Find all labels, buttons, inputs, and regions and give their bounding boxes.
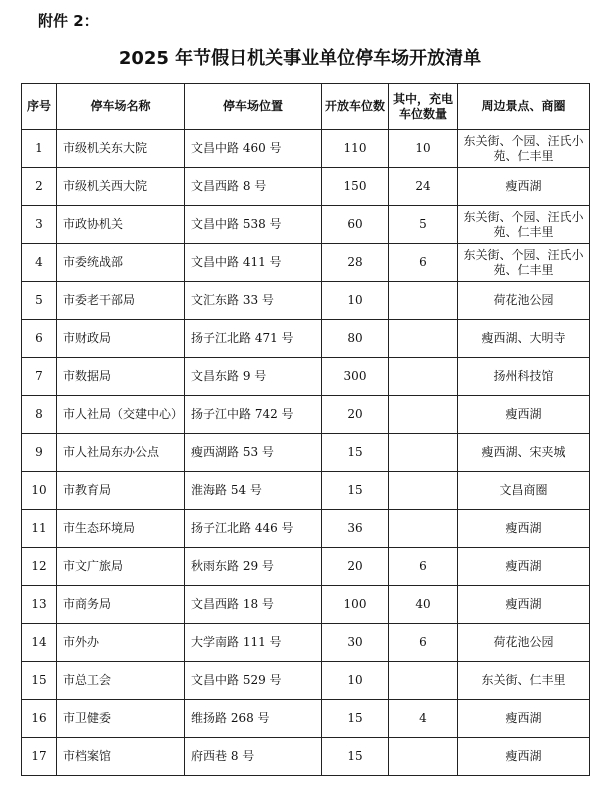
cell-no: 13 [22, 586, 57, 624]
cell-ev-spaces: 40 [389, 586, 458, 624]
table-row [22, 472, 590, 510]
cell-nearby: 扬州科技馆 [458, 358, 590, 396]
cell-no: 14 [22, 624, 57, 662]
header-location: 停车场位置 [185, 84, 322, 130]
cell-location: 扬子江中路 742 号 [185, 396, 322, 434]
cell-ev-spaces [389, 282, 458, 320]
cell-open-spaces: 15 [322, 472, 389, 510]
cell-nearby: 瘦西湖 [458, 510, 590, 548]
cell-open-spaces: 300 [322, 358, 389, 396]
cell-location: 文昌西路 18 号 [185, 586, 322, 624]
table-row [22, 130, 590, 168]
cell-nearby: 瘦西湖 [458, 700, 590, 738]
cell-no: 1 [22, 130, 57, 168]
parking-table [21, 83, 590, 776]
cell-open-spaces: 28 [322, 244, 389, 282]
cell-location: 府西巷 8 号 [185, 738, 322, 776]
cell-name: 市商务局 [57, 586, 185, 624]
cell-open-spaces: 150 [322, 168, 389, 206]
cell-ev-spaces: 4 [389, 700, 458, 738]
cell-ev-spaces: 10 [389, 130, 458, 168]
cell-ev-spaces [389, 662, 458, 700]
table-row [22, 510, 590, 548]
cell-location: 文汇东路 33 号 [185, 282, 322, 320]
table-body [22, 130, 590, 776]
cell-ev-spaces: 24 [389, 168, 458, 206]
cell-name: 市卫健委 [57, 700, 185, 738]
header-open-spaces: 开放车位数 [322, 84, 389, 130]
header-name: 停车场名称 [57, 84, 185, 130]
table-row [22, 358, 590, 396]
cell-open-spaces: 80 [322, 320, 389, 358]
table-row [22, 586, 590, 624]
table-row [22, 624, 590, 662]
cell-no: 10 [22, 472, 57, 510]
cell-name: 市人社局东办公点 [57, 434, 185, 472]
cell-name: 市生态环境局 [57, 510, 185, 548]
cell-nearby: 文昌商圈 [458, 472, 590, 510]
cell-no: 2 [22, 168, 57, 206]
header-nearby: 周边景点、商圈 [458, 84, 590, 130]
cell-open-spaces: 15 [322, 434, 389, 472]
table-row [22, 282, 590, 320]
cell-nearby: 瘦西湖 [458, 548, 590, 586]
cell-open-spaces: 110 [322, 130, 389, 168]
cell-open-spaces: 100 [322, 586, 389, 624]
table-row [22, 662, 590, 700]
cell-nearby: 东关街、个园、汪氏小苑、仁丰里 [458, 130, 590, 168]
table-row [22, 244, 590, 282]
cell-no: 16 [22, 700, 57, 738]
cell-open-spaces: 20 [322, 548, 389, 586]
cell-open-spaces: 60 [322, 206, 389, 244]
table-row [22, 434, 590, 472]
cell-name: 市档案馆 [57, 738, 185, 776]
page-title: 2025 年节假日机关事业单位停车场开放清单 [118, 48, 482, 69]
table-row [22, 738, 590, 776]
cell-open-spaces: 10 [322, 282, 389, 320]
cell-location: 扬子江北路 446 号 [185, 510, 322, 548]
cell-location: 扬子江北路 471 号 [185, 320, 322, 358]
cell-ev-spaces: 6 [389, 548, 458, 586]
cell-name: 市文广旅局 [57, 548, 185, 586]
cell-open-spaces: 15 [322, 700, 389, 738]
table-row [22, 206, 590, 244]
table-row [22, 548, 590, 586]
cell-location: 大学南路 111 号 [185, 624, 322, 662]
cell-ev-spaces: 5 [389, 206, 458, 244]
cell-nearby: 瘦西湖、宋夹城 [458, 434, 590, 472]
cell-open-spaces: 10 [322, 662, 389, 700]
cell-location: 文昌西路 8 号 [185, 168, 322, 206]
cell-no: 12 [22, 548, 57, 586]
cell-ev-spaces: 6 [389, 244, 458, 282]
cell-ev-spaces [389, 510, 458, 548]
cell-name: 市外办 [57, 624, 185, 662]
cell-nearby: 瘦西湖 [458, 586, 590, 624]
cell-nearby: 瘦西湖 [458, 396, 590, 434]
cell-nearby: 东关街、个园、汪氏小苑、仁丰里 [458, 244, 590, 282]
table-row [22, 320, 590, 358]
cell-nearby: 瘦西湖 [458, 738, 590, 776]
cell-nearby: 瘦西湖、大明寺 [458, 320, 590, 358]
cell-open-spaces: 36 [322, 510, 389, 548]
cell-no: 5 [22, 282, 57, 320]
cell-no: 4 [22, 244, 57, 282]
cell-open-spaces: 20 [322, 396, 389, 434]
cell-open-spaces: 15 [322, 738, 389, 776]
table-row [22, 168, 590, 206]
header-ev-spaces: 其中，充电车位数量 [389, 84, 458, 130]
table-row [22, 396, 590, 434]
cell-location: 文昌中路 460 号 [185, 130, 322, 168]
cell-name: 市人社局（交建中心） [57, 396, 185, 434]
cell-location: 文昌中路 411 号 [185, 244, 322, 282]
cell-name: 市数据局 [57, 358, 185, 396]
cell-no: 9 [22, 434, 57, 472]
cell-name: 市政协机关 [57, 206, 185, 244]
cell-ev-spaces [389, 320, 458, 358]
cell-nearby: 荷花池公园 [458, 624, 590, 662]
cell-name: 市级机关西大院 [57, 168, 185, 206]
cell-ev-spaces [389, 396, 458, 434]
table-header-row [22, 84, 590, 130]
header-no: 序号 [22, 84, 57, 130]
attachment-label: 附件 2： [38, 12, 99, 30]
cell-no: 15 [22, 662, 57, 700]
cell-name: 市教育局 [57, 472, 185, 510]
cell-location: 文昌中路 529 号 [185, 662, 322, 700]
cell-name: 市委老干部局 [57, 282, 185, 320]
cell-name: 市委统战部 [57, 244, 185, 282]
cell-open-spaces: 30 [322, 624, 389, 662]
cell-ev-spaces [389, 434, 458, 472]
cell-name: 市财政局 [57, 320, 185, 358]
cell-no: 17 [22, 738, 57, 776]
cell-location: 瘦西湖路 53 号 [185, 434, 322, 472]
cell-nearby: 东关街、仁丰里 [458, 662, 590, 700]
cell-ev-spaces [389, 358, 458, 396]
cell-ev-spaces [389, 472, 458, 510]
cell-location: 秋雨东路 29 号 [185, 548, 322, 586]
cell-no: 6 [22, 320, 57, 358]
table-row [22, 700, 590, 738]
cell-nearby: 荷花池公园 [458, 282, 590, 320]
cell-ev-spaces: 6 [389, 624, 458, 662]
cell-no: 7 [22, 358, 57, 396]
cell-no: 3 [22, 206, 57, 244]
cell-ev-spaces [389, 738, 458, 776]
cell-no: 8 [22, 396, 57, 434]
cell-name: 市总工会 [57, 662, 185, 700]
cell-location: 文昌中路 538 号 [185, 206, 322, 244]
cell-location: 文昌东路 9 号 [185, 358, 322, 396]
cell-location: 淮海路 54 号 [185, 472, 322, 510]
cell-location: 维扬路 268 号 [185, 700, 322, 738]
cell-nearby: 东关街、个园、汪氏小苑、仁丰里 [458, 206, 590, 244]
cell-name: 市级机关东大院 [57, 130, 185, 168]
cell-no: 11 [22, 510, 57, 548]
cell-nearby: 瘦西湖 [458, 168, 590, 206]
